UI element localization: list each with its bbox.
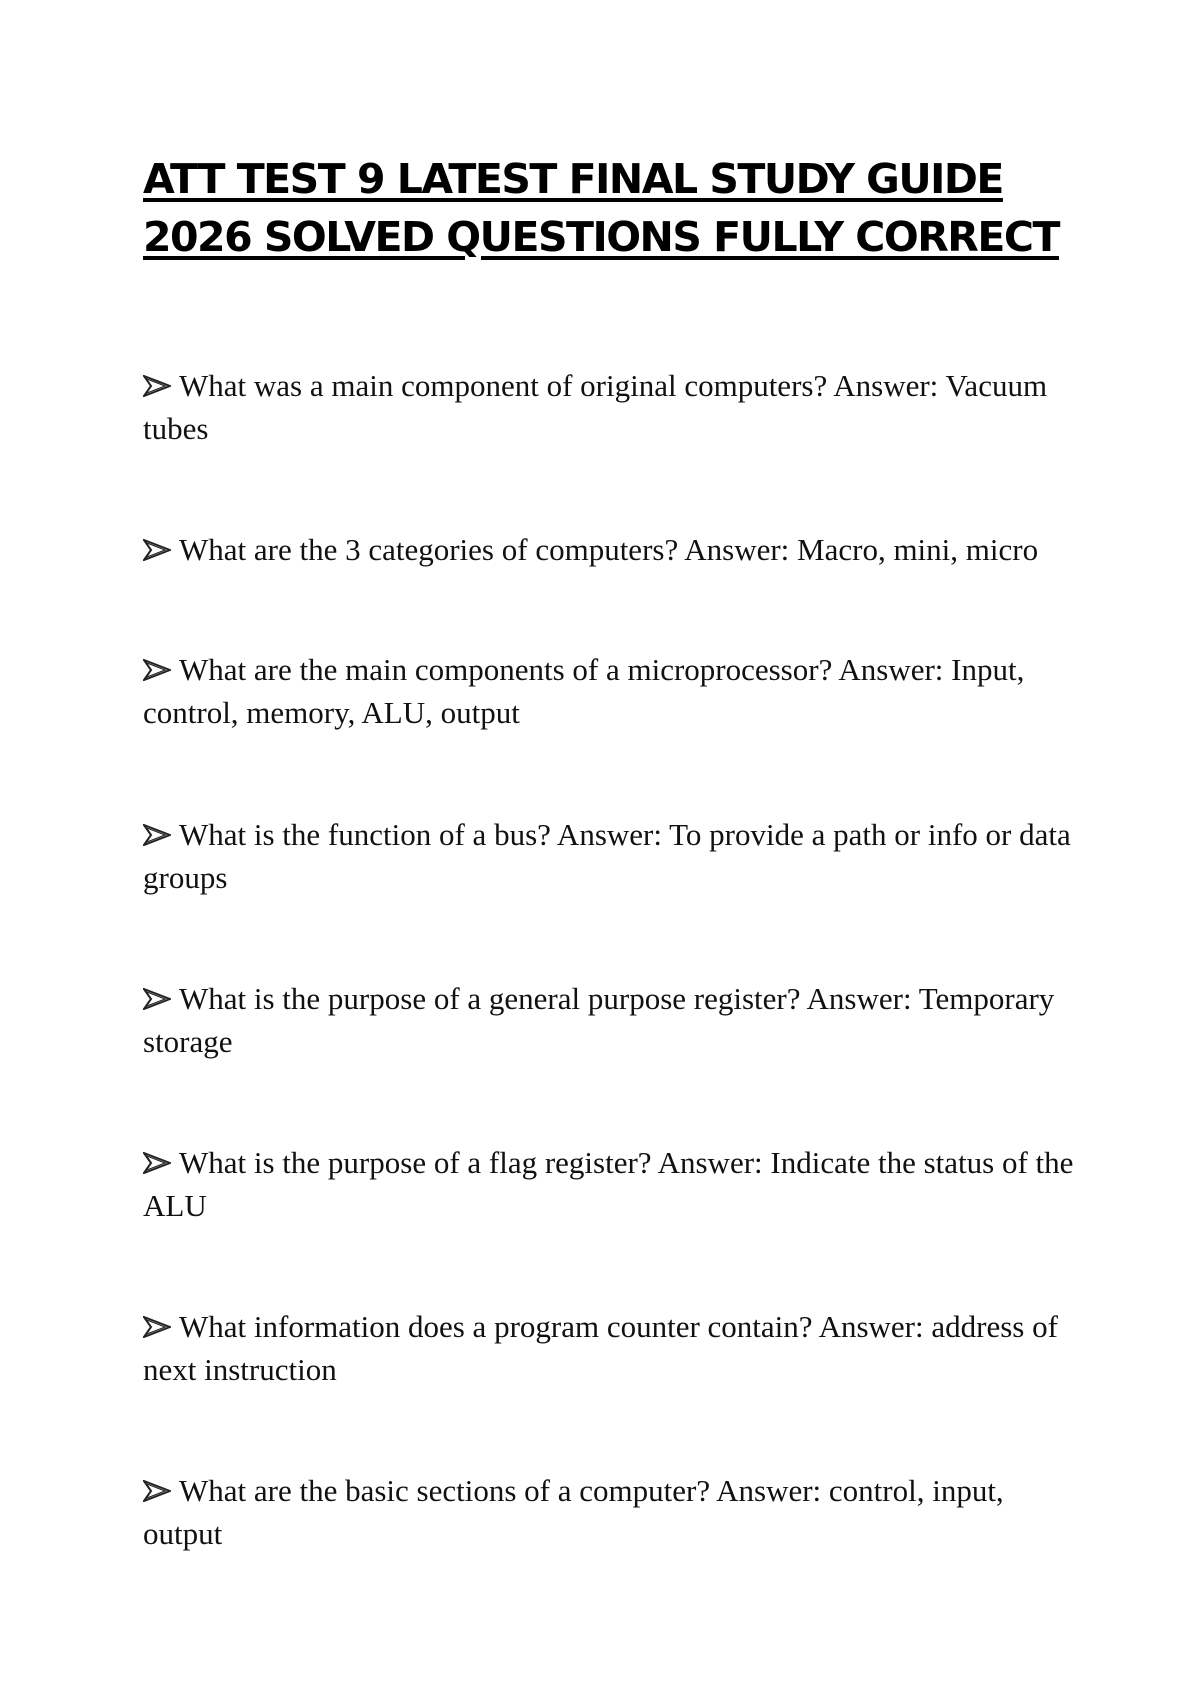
title-line-1: ATT TEST 9 LATEST FINAL STUDY GUIDE [143, 155, 1003, 203]
qa-text: What is the purpose of a flag register? Answer: Indicate the status of the ALU [143, 1145, 1074, 1223]
title-line-2: 2026 SOLVED QUESTIONS FULLY CORRECT [143, 213, 1059, 261]
arrowhead-bullet-icon [143, 988, 171, 1010]
qa-text: What information does a program counter contain? Answer: address of next instruction [143, 1309, 1058, 1387]
qa-item [143, 528, 1083, 571]
qa-item [143, 1305, 1083, 1391]
qa-text: What is the function of a bus? Answer: To provide a path or info or data groups [143, 817, 1071, 895]
qa-item [143, 977, 1083, 1063]
qa-text: What are the 3 categories of computers? Answer: Macro, mini, micro [179, 532, 1039, 567]
arrowhead-bullet-icon [143, 539, 171, 561]
qa-text: What was a main component of original computers? Answer: Vacuum tubes [143, 368, 1048, 446]
arrowhead-bullet-icon [143, 1480, 171, 1502]
document-title [143, 150, 1083, 266]
qa-item [143, 1141, 1083, 1227]
arrowhead-bullet-icon [143, 659, 171, 681]
qa-text: What are the basic sections of a computer? Answer: control, input, output [143, 1473, 1004, 1551]
arrowhead-bullet-icon [143, 1152, 171, 1174]
qa-text: What are the main components of a microprocessor? Answer: Input, control, memory, ALU, output [143, 652, 1025, 730]
arrowhead-bullet-icon [143, 375, 171, 397]
arrowhead-bullet-icon [143, 1316, 171, 1338]
qa-item [143, 364, 1083, 450]
qa-item [143, 648, 1083, 734]
arrowhead-bullet-icon [143, 824, 171, 846]
qa-text: What is the purpose of a general purpose register? Answer: Temporary storage [143, 981, 1055, 1059]
qa-item [143, 813, 1083, 899]
qa-item [143, 1469, 1083, 1555]
document-page [143, 0, 1083, 1700]
